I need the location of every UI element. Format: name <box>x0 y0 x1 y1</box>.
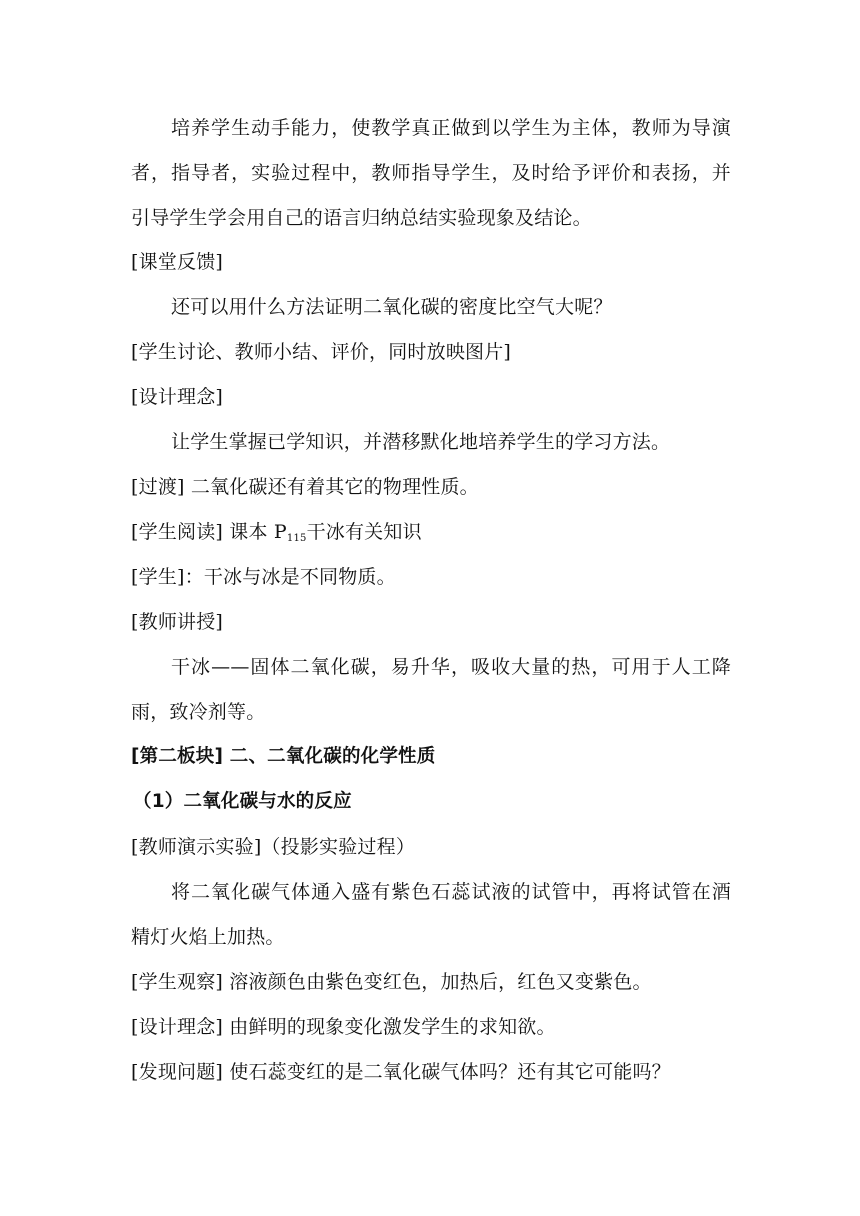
text-span: [学生阅读] 课本 P <box>131 521 287 543</box>
section-label: [设计理念] <box>131 386 224 408</box>
paragraph-line: 将二氧化碳气体通入盛有紫色石蕊试液的试管中，再将试管在酒 <box>171 881 731 903</box>
section-label: [课堂反馈] <box>131 251 224 273</box>
text-span: 干冰有关知识 <box>306 521 422 543</box>
paragraph-line: 干冰——固体二氧化碳，易升华，吸收大量的热，可用于人工降 <box>171 656 731 678</box>
section-label: [教师讲授] <box>131 611 224 633</box>
section-label: [学生讨论、教师小结、评价，同时放映图片] <box>131 341 512 363</box>
paragraph-line: 雨，致冷剂等。 <box>131 701 266 723</box>
paragraph-line: 者，指导者，实验过程中，教师指导学生，及时给予评价和表扬，并 <box>131 162 731 184</box>
paragraph-line: [学生观察] 溶液颜色由紫色变红色，加热后，红色又变紫色。 <box>131 971 652 993</box>
paragraph-line: [发现问题] 使石蕊变红的是二氧化碳气体吗？还有其它可能吗？ <box>131 1061 671 1083</box>
paragraph-line: 让学生掌握已学知识，并潜移默化地培养学生的学习方法。 <box>171 431 671 453</box>
subsection-heading: （1）二氧化碳与水的反应 <box>133 791 352 812</box>
paragraph-line: 培养学生动手能力，使教学真正做到以学生为主体，教师为导演 <box>171 117 731 139</box>
paragraph-line: [过渡] 二氧化碳还有着其它的物理性质。 <box>131 476 479 498</box>
section-label: [教师演示实验]（投影实验过程） <box>131 836 416 858</box>
paragraph-line: 还可以用什么方法证明二氧化碳的密度比空气大呢？ <box>171 296 613 318</box>
section-heading: [第二板块] 二、二氧化碳的化学性质 <box>131 746 436 767</box>
paragraph-line: [学生]：干冰与冰是不同物质。 <box>131 566 396 588</box>
page-number-subscript: 115 <box>286 533 307 544</box>
paragraph-line <box>131 519 741 545</box>
paragraph-line: 精灯火焰上加热。 <box>131 926 285 948</box>
paragraph-line: [设计理念] 由鲜明的现象变化激发学生的求知欲。 <box>131 1016 556 1038</box>
paragraph-line: 引导学生学会用自己的语言归纳总结实验现象及结论。 <box>131 207 592 229</box>
